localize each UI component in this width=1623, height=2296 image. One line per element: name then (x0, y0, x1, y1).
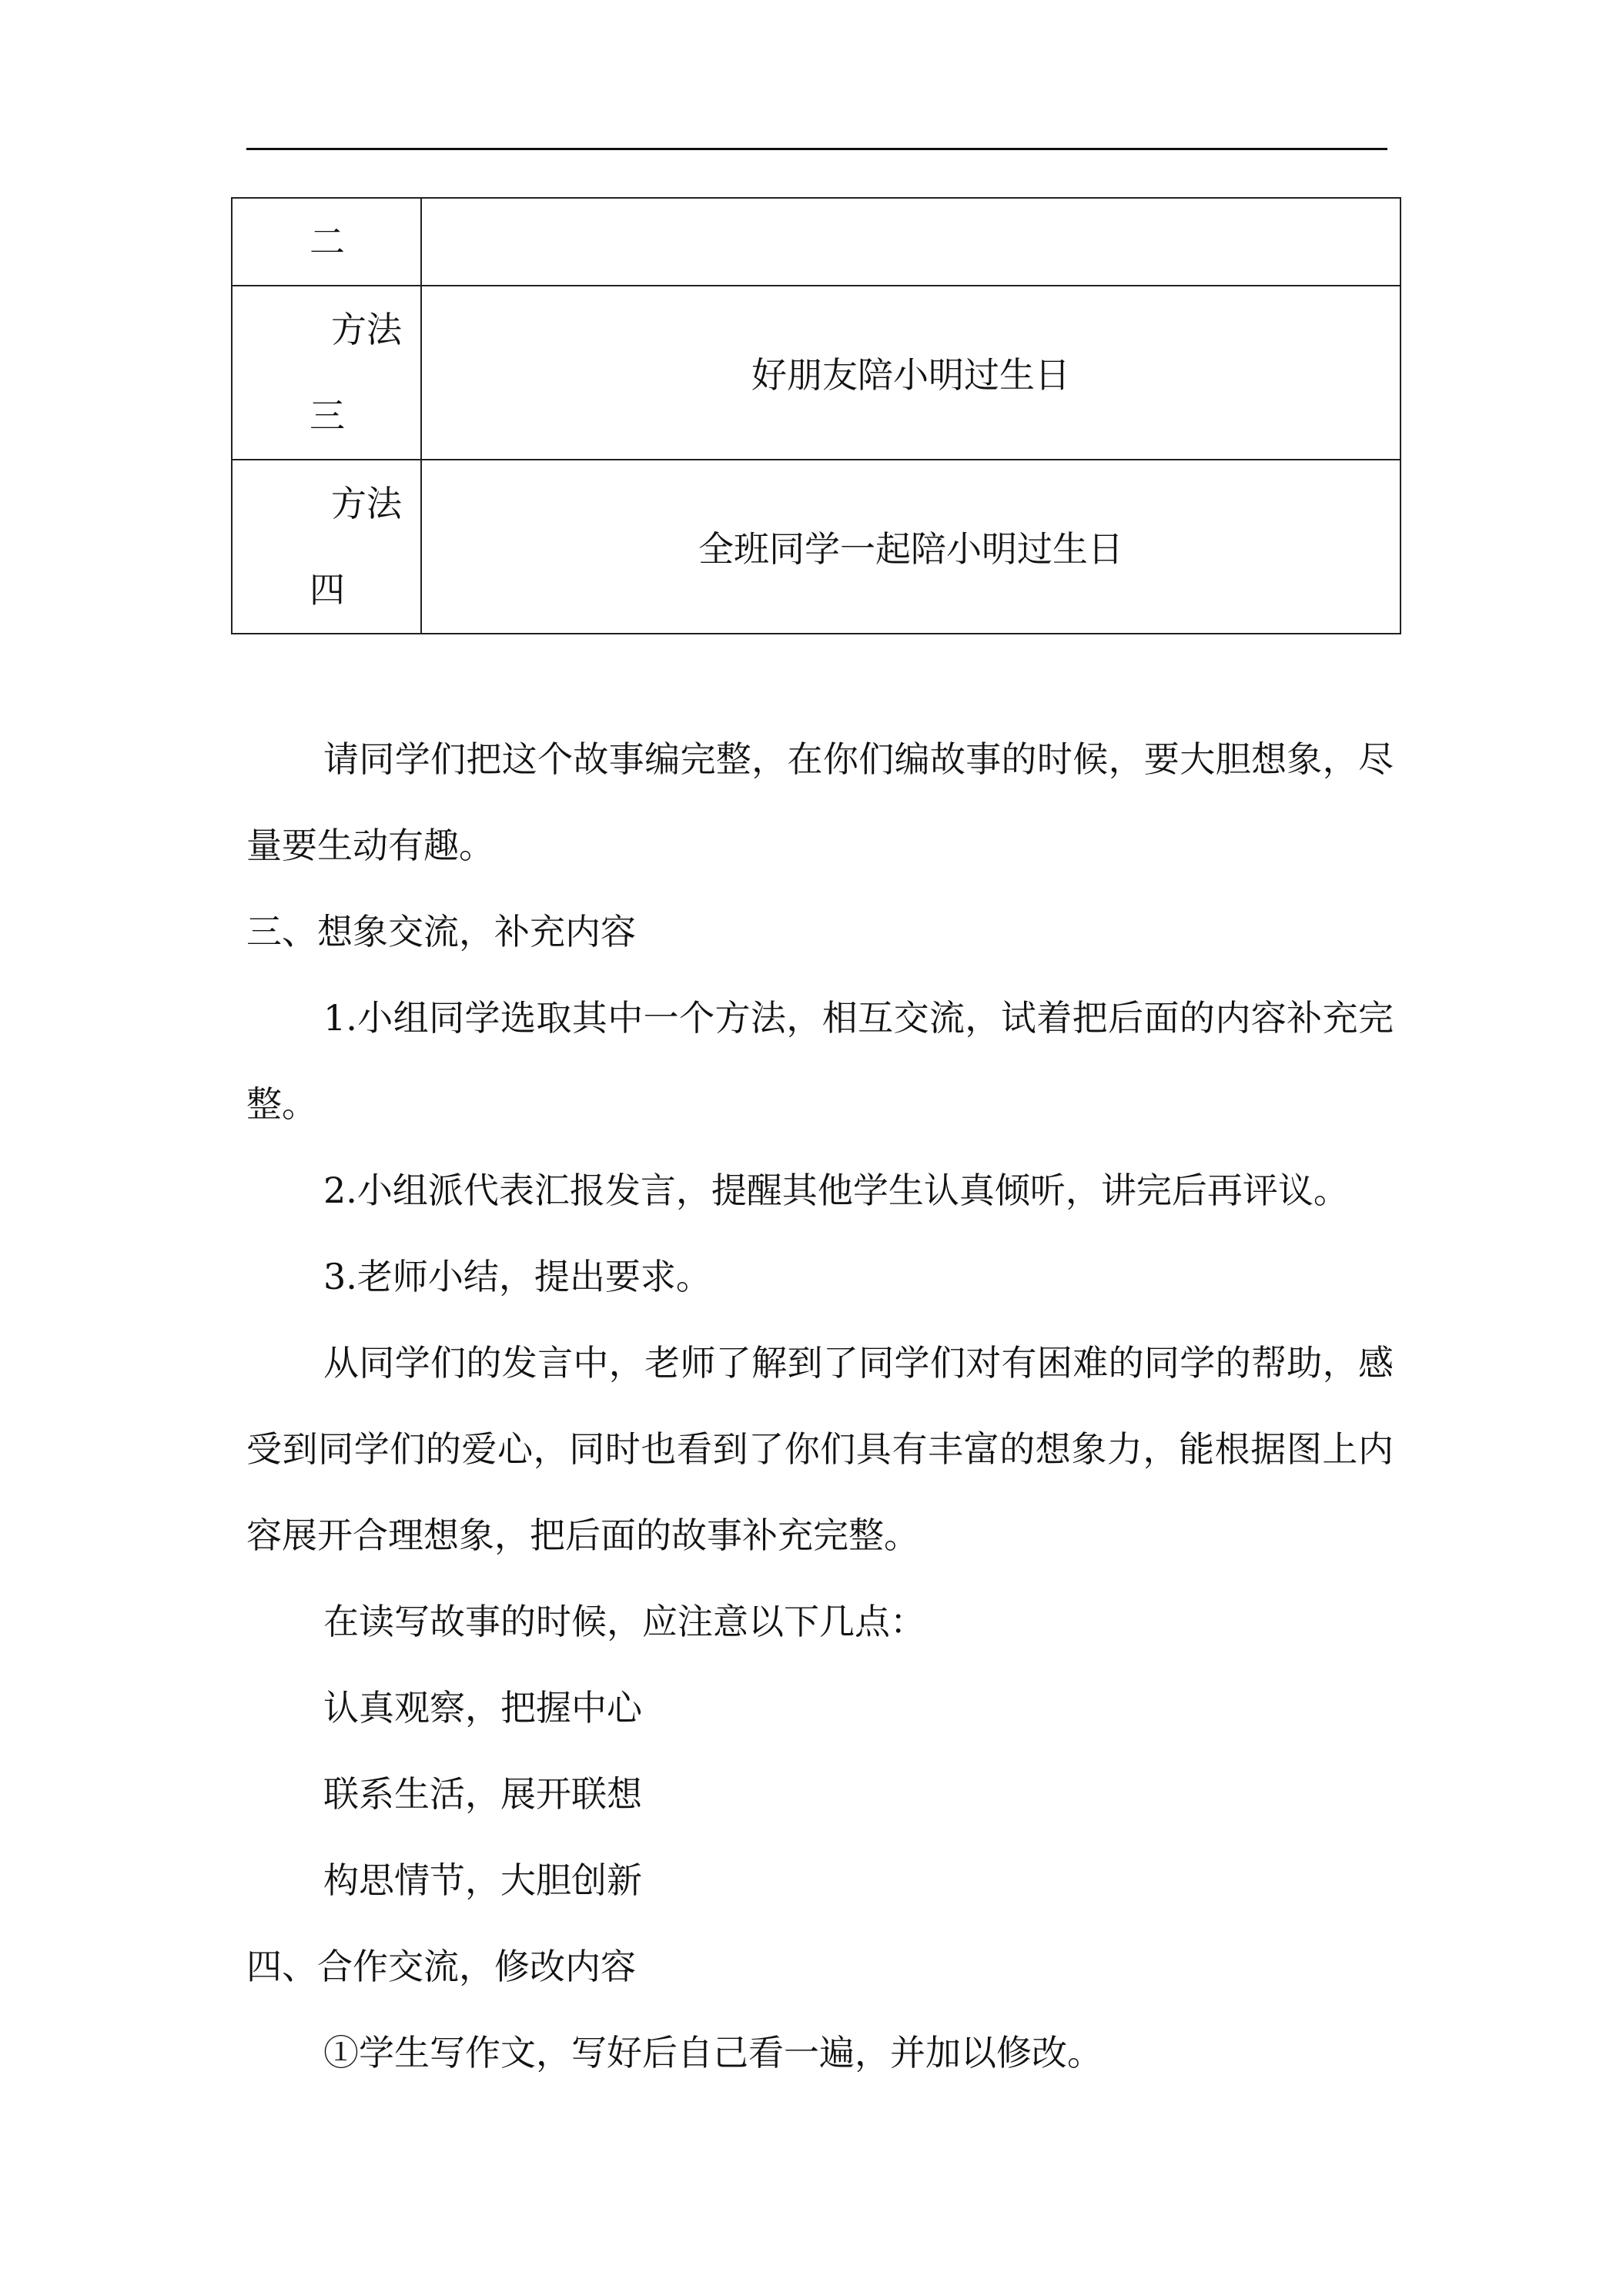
step2-paragraph: 2.小组派代表汇报发言，提醒其他学生认真倾听，讲完后再评议。 (323, 1170, 1349, 1211)
method-label-top: 方法 (331, 309, 402, 350)
header-rule (246, 148, 1387, 150)
step1-paragraph: 1.小组同学选取其中一个方法，相互交流，试着把后面的内容补充完整。 (246, 997, 1394, 1125)
step3-paragraph: 3.老师小结，提出要求。 (323, 1256, 711, 1297)
table-row (232, 460, 1400, 634)
method-label-bottom: 二 (310, 221, 345, 263)
tip-item: 认真观察，把握中心 (323, 1687, 642, 1729)
method-content: 好朋友陪小明过生日 (421, 286, 1400, 460)
tip-item: 构思情节，大胆创新 (323, 1859, 642, 1901)
method-label (232, 460, 421, 634)
method-label-bottom: 三 (310, 395, 345, 437)
section4-heading: 四、合作交流，修改内容 (246, 1946, 636, 1987)
method-label-top: 方法 (331, 483, 402, 524)
method-content: 全班同学一起陪小明过生日 (421, 460, 1400, 634)
intro-paragraph: 请同学们把这个故事编完整，在你们编故事的时候，要大胆想象，尽量要生动有趣。 (246, 738, 1394, 866)
step4-1-paragraph: ①学生写作文，写好后自己看一遍，并加以修改。 (323, 2032, 1103, 2073)
table-row (232, 286, 1400, 460)
method-label (232, 286, 421, 460)
table-row (232, 198, 1400, 286)
tip-item: 联系生活，展开联想 (323, 1773, 642, 1815)
method-label (232, 198, 421, 286)
method-table (231, 197, 1401, 634)
section3-heading: 三、想象交流，补充内容 (246, 911, 636, 952)
method-label-bottom: 四 (310, 569, 345, 611)
body-text (246, 716, 1394, 2096)
method-content (421, 198, 1400, 286)
tips-intro: 在读写故事的时候，应注意以下几点： (323, 1601, 925, 1642)
summary-paragraph: 从同学们的发言中，老师了解到了同学们对有困难的同学的帮助，感受到同学们的爱心，同时也看到了你们具有丰富的想象力，能根据图上内容展开合理想象，把后面的故事补充完整。 (246, 1342, 1394, 1556)
